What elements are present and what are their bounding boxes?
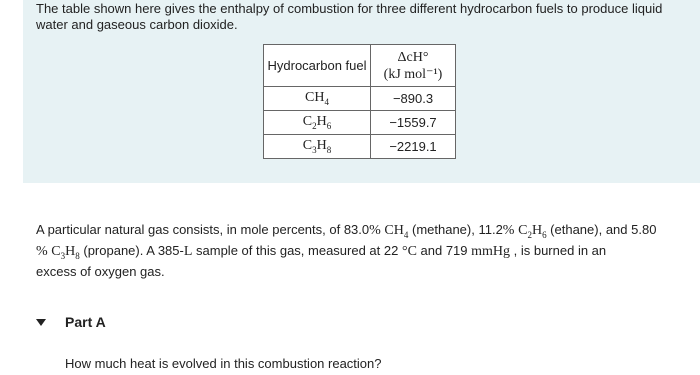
fuel-cell: $CH_4$ — [264, 87, 371, 111]
formula-subscript: 3 — [60, 250, 66, 261]
unit-celsius: °C — [401, 243, 417, 259]
table-row — [264, 135, 456, 159]
table-header-row — [264, 45, 456, 87]
part-a-toggle[interactable] — [36, 314, 106, 330]
problem-text: (methane), 11.2 — [408, 222, 503, 237]
header-hydrocarbon-fuel: Hydrocarbon fuel — [264, 45, 371, 87]
part-a-question: How much heat is evolved in this combustion reaction? — [65, 356, 382, 371]
formula-subscript: 6 — [542, 229, 547, 240]
formula-subscript: 4 — [403, 229, 409, 240]
formula-subscript: 2 — [312, 120, 317, 131]
unit-liter: L — [183, 243, 193, 259]
formula-subscript: 4 — [324, 96, 329, 107]
table-row — [264, 87, 456, 111]
problem-text: excess of oxygen gas. — [36, 263, 165, 279]
unit-mmhg: mmHg — [471, 243, 511, 259]
problem-statement — [36, 222, 691, 280]
caret-down-icon[interactable] — [36, 319, 46, 326]
problem-text: (ethane), and 5.80 — [546, 222, 657, 237]
value-cell: −2219.1 — [371, 135, 456, 159]
formula-c3h8: $C_3H_8$ — [51, 243, 80, 261]
table-row — [264, 111, 456, 135]
fuel-cell: $C_2H_6$ — [264, 111, 371, 135]
formula-subscript: 6 — [326, 120, 332, 131]
problem-text: sample of this gas, measured at 22 — [192, 242, 402, 258]
formula-subscript: 3 — [312, 144, 317, 155]
header-enthalpy-units: (kJ mol⁻¹) — [383, 66, 443, 82]
intro-line-2: water and gaseous carbon dioxide. — [36, 17, 238, 32]
problem-text: , is burned in an — [510, 242, 607, 258]
formula-subscript: 8 — [75, 250, 80, 261]
percent-symbol: % — [36, 243, 48, 259]
formula-ch4: $CH_4$ — [384, 223, 409, 240]
header-enthalpy — [371, 45, 456, 87]
problem-text: (propane). A 385- — [79, 242, 184, 258]
part-a-label: Part A — [65, 314, 106, 330]
problem-text: A particular natural gas consists, in mole percents, of 83.0 — [36, 222, 370, 237]
fuel-cell: $C_3H_8$ — [264, 135, 371, 159]
value-cell: −1559.7 — [371, 111, 456, 135]
formula-c2h6: $C_2H_6$ — [518, 223, 547, 240]
intro-text — [36, 1, 686, 33]
formula-subscript: 8 — [326, 144, 332, 155]
percent-symbol: % — [369, 223, 381, 238]
enthalpy-table — [263, 44, 456, 159]
problem-text: and 719 — [416, 242, 472, 258]
value-cell: −890.3 — [371, 87, 456, 111]
header-enthalpy-symbol: ΔcH° — [397, 49, 429, 65]
formula-subscript: 2 — [527, 229, 532, 240]
percent-symbol: % — [502, 223, 515, 238]
intro-line-1: The table shown here gives the enthalpy of combustion for three different hydrocarbon fuels to produce liquid — [36, 1, 663, 16]
